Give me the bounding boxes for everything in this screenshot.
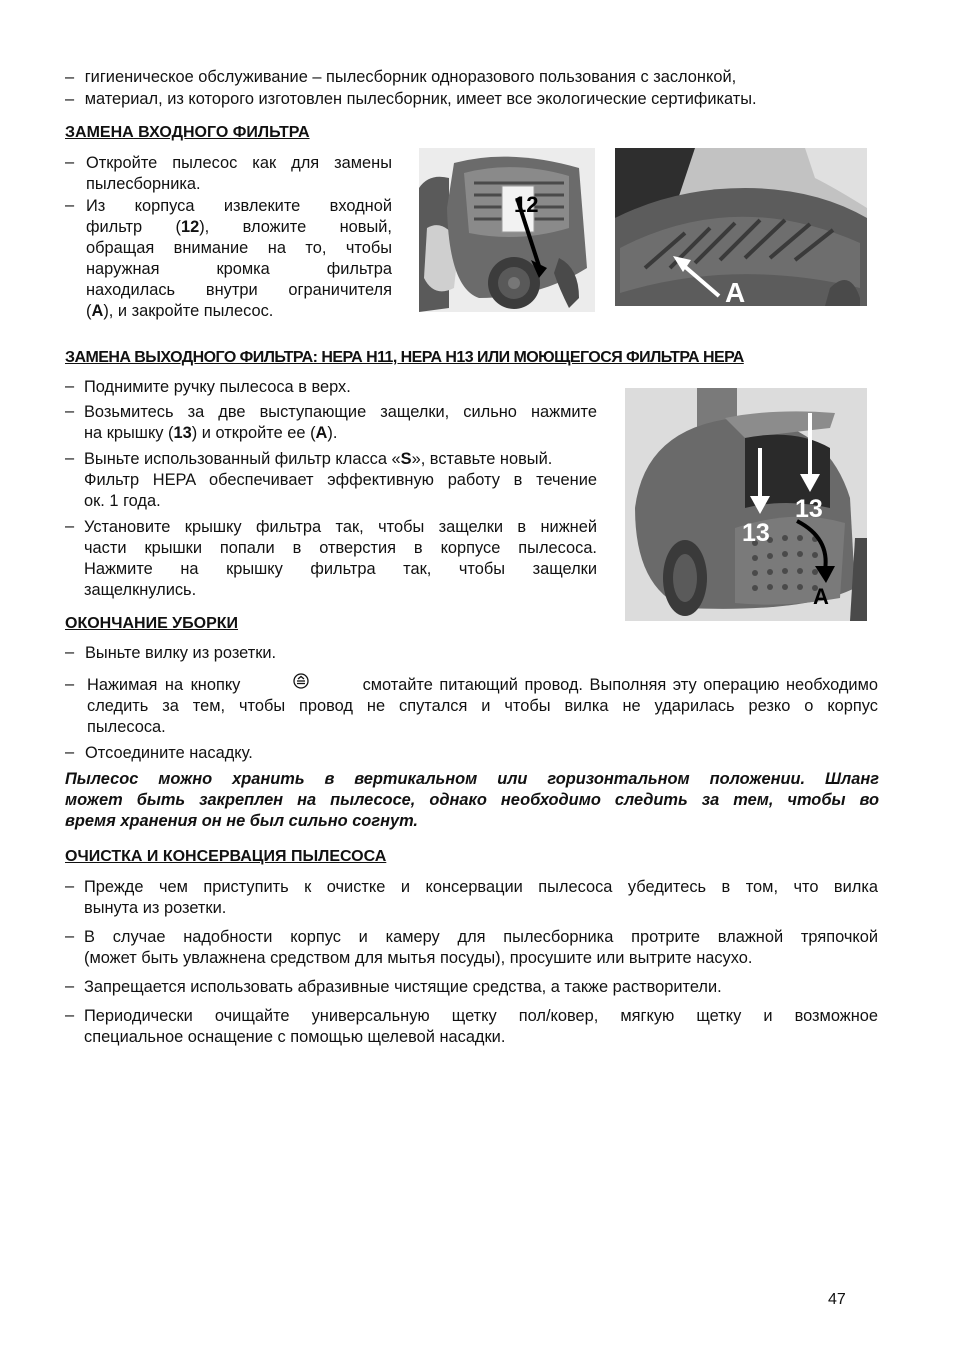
bullet-dash: – bbox=[65, 402, 75, 420]
text-run: ( bbox=[86, 302, 92, 320]
list-item-text: части крышки попали в отверстия в корпусе пылесоса. bbox=[84, 539, 597, 557]
list-item-text: ок. 1 года. bbox=[84, 492, 161, 510]
list-item bbox=[65, 67, 736, 87]
list-item-text: гигиеническое обслуживание – пылесборник одноразового пользования с заслонкой, bbox=[84, 68, 737, 86]
bullet-dash: – bbox=[65, 196, 75, 214]
list-item-text: Установите крышку фильтра так, чтобы защелки в нижней bbox=[84, 518, 597, 536]
list-item-text: специальное оснащение с помощью щелевой насадки. bbox=[84, 1028, 506, 1046]
list-item-text bbox=[86, 301, 273, 321]
callout-number-12: 12 bbox=[514, 192, 539, 217]
filter-limiter-photo bbox=[615, 148, 867, 306]
list-item-text: пылесоса. bbox=[87, 718, 166, 736]
list-item-text: Периодически очищайте универсальную щетку пол/ковер, мягкую щетку и возможное bbox=[84, 1007, 878, 1025]
list-item-text: Из корпуса извлеките входной bbox=[86, 197, 392, 215]
list-item-text bbox=[86, 217, 392, 237]
cord-rewind-icon bbox=[292, 672, 310, 690]
bullet-dash: – bbox=[65, 90, 75, 108]
list-item-text: Нажмите на крышку фильтра так, чтобы защелки bbox=[84, 560, 597, 578]
list-item-text: защелкнулись. bbox=[84, 581, 197, 599]
text-run: ) и откройте ее ( bbox=[191, 424, 316, 442]
list-item-text: Отсоедините насадку. bbox=[85, 744, 253, 762]
bullet-dash: – bbox=[65, 877, 75, 895]
vacuum-photo-illustration bbox=[419, 148, 595, 312]
page-number: 47 bbox=[828, 1291, 846, 1308]
bullet-dash: – bbox=[65, 1006, 75, 1024]
list-item-text: материал, из которого изготовлен пылесборник, имеет все экологические сертификаты. bbox=[84, 90, 757, 108]
bullet-dash: – bbox=[65, 643, 75, 661]
list-item-text: Откройте пылесос как для замены bbox=[86, 154, 392, 172]
text-run: фильтр ( bbox=[86, 218, 181, 236]
inlet-filter-photo bbox=[419, 148, 595, 312]
list-item-text: В случае надобности корпус и камеру для пылесборника протрите влажной тряпочкой bbox=[84, 928, 878, 946]
list-item-text: обращая внимание на то, чтобы bbox=[86, 239, 392, 257]
bullet-dash: – bbox=[65, 68, 75, 86]
section-heading-inlet-filter: ЗАМЕНА ВХОДНОГО ФИЛЬТРА bbox=[65, 124, 310, 141]
list-item-text: Запрещается использовать абразивные чистящие средства, а также растворители. bbox=[84, 978, 722, 996]
text-run: », вставьте новый. bbox=[411, 450, 553, 468]
outlet-filter-photo bbox=[625, 388, 867, 621]
note-line: время хранения он не был сильно согнут. bbox=[65, 812, 418, 830]
text-run: ), вложите новый, bbox=[199, 218, 392, 236]
text-run: Выньте использованный фильтр класса « bbox=[84, 450, 401, 468]
list-item-text: вынута из розетки. bbox=[84, 899, 227, 917]
list-item-text bbox=[84, 423, 337, 443]
callout-number-13-right: 13 bbox=[795, 495, 823, 523]
ref-letter: A bbox=[91, 302, 104, 320]
bullet-dash: – bbox=[65, 449, 75, 467]
text-run: Нажимая на кнопку bbox=[87, 676, 241, 694]
grille-photo-illustration bbox=[615, 148, 867, 306]
text-run: смотайте питающий провод. Выполняя эту операцию необходимо bbox=[362, 676, 878, 694]
callout-letter-a: A bbox=[725, 277, 746, 306]
list-item-text: находилась внутри ограничителя bbox=[86, 281, 392, 299]
section-heading-outlet-filter: ЗАМЕНА ВЫХОДНОГО ФИЛЬТРА: НЕРА H11, НЕРА H13 ИЛИ МОЮЩЕГОСЯ ФИЛЬТРА НЕРА bbox=[65, 349, 744, 366]
section-heading-cleaning: ОЧИСТКА И КОНСЕРВАЦИЯ ПЫЛЕСОСА bbox=[65, 848, 387, 865]
list-item bbox=[65, 89, 757, 109]
list-item-text: Прежде чем приступить к очистке и консервации пылесоса убедитесь в том, что вилка bbox=[84, 878, 878, 896]
vacuum-rear-illustration bbox=[625, 388, 867, 621]
bullet-dash: – bbox=[65, 675, 75, 693]
list-item-text: следить за тем, чтобы провод не спутался и чтобы вилка не ударилась резко о корпус bbox=[87, 697, 878, 715]
list-item-text: Фильтр HEPA обеспечивает эффективную работу в течение bbox=[84, 471, 597, 489]
ref-letter: A bbox=[315, 424, 328, 442]
ref-number: 12 bbox=[180, 218, 200, 236]
text-run: на крышку ( bbox=[84, 424, 174, 442]
ref-number: 13 bbox=[173, 424, 192, 442]
list-item-text: пылесборника. bbox=[86, 175, 201, 193]
bullet-dash: – bbox=[65, 927, 75, 945]
note-line: Пылесос можно хранить в вертикальном или горизонтальном положении. Шланг bbox=[65, 770, 879, 788]
list-item-text: Возьмитесь за две выступающие защелки, сильно нажмите bbox=[84, 403, 597, 421]
list-item-text bbox=[87, 675, 878, 695]
bullet-dash: – bbox=[65, 743, 75, 761]
list-item-text: Выньте вилку из розетки. bbox=[85, 644, 277, 662]
callout-number-13-left: 13 bbox=[742, 519, 770, 547]
list-item-text: Поднимите ручку пылесоса в верх. bbox=[84, 378, 351, 396]
bullet-dash: – bbox=[65, 517, 75, 535]
bullet-dash: – bbox=[65, 153, 75, 171]
text-run: ), и закройте пылесос. bbox=[103, 302, 274, 320]
note-line: может быть закреплен на пылесосе, однако необходимо следить за тем, чтобы во bbox=[65, 791, 879, 809]
list-item-text: наружная кромка фильтра bbox=[86, 260, 392, 278]
bullet-dash: – bbox=[65, 377, 75, 395]
bullet-dash: – bbox=[65, 977, 75, 995]
filter-class: S bbox=[400, 450, 412, 468]
callout-letter-a: A bbox=[813, 584, 829, 609]
section-heading-finish: ОКОНЧАНИЕ УБОРКИ bbox=[65, 615, 239, 632]
text-run: ). bbox=[327, 424, 338, 442]
list-item-text: (может быть увлажнена средством для мытья посуды), просушите или вытрите насухо. bbox=[84, 949, 753, 967]
list-item-text bbox=[84, 449, 552, 469]
storage-note bbox=[65, 769, 879, 832]
